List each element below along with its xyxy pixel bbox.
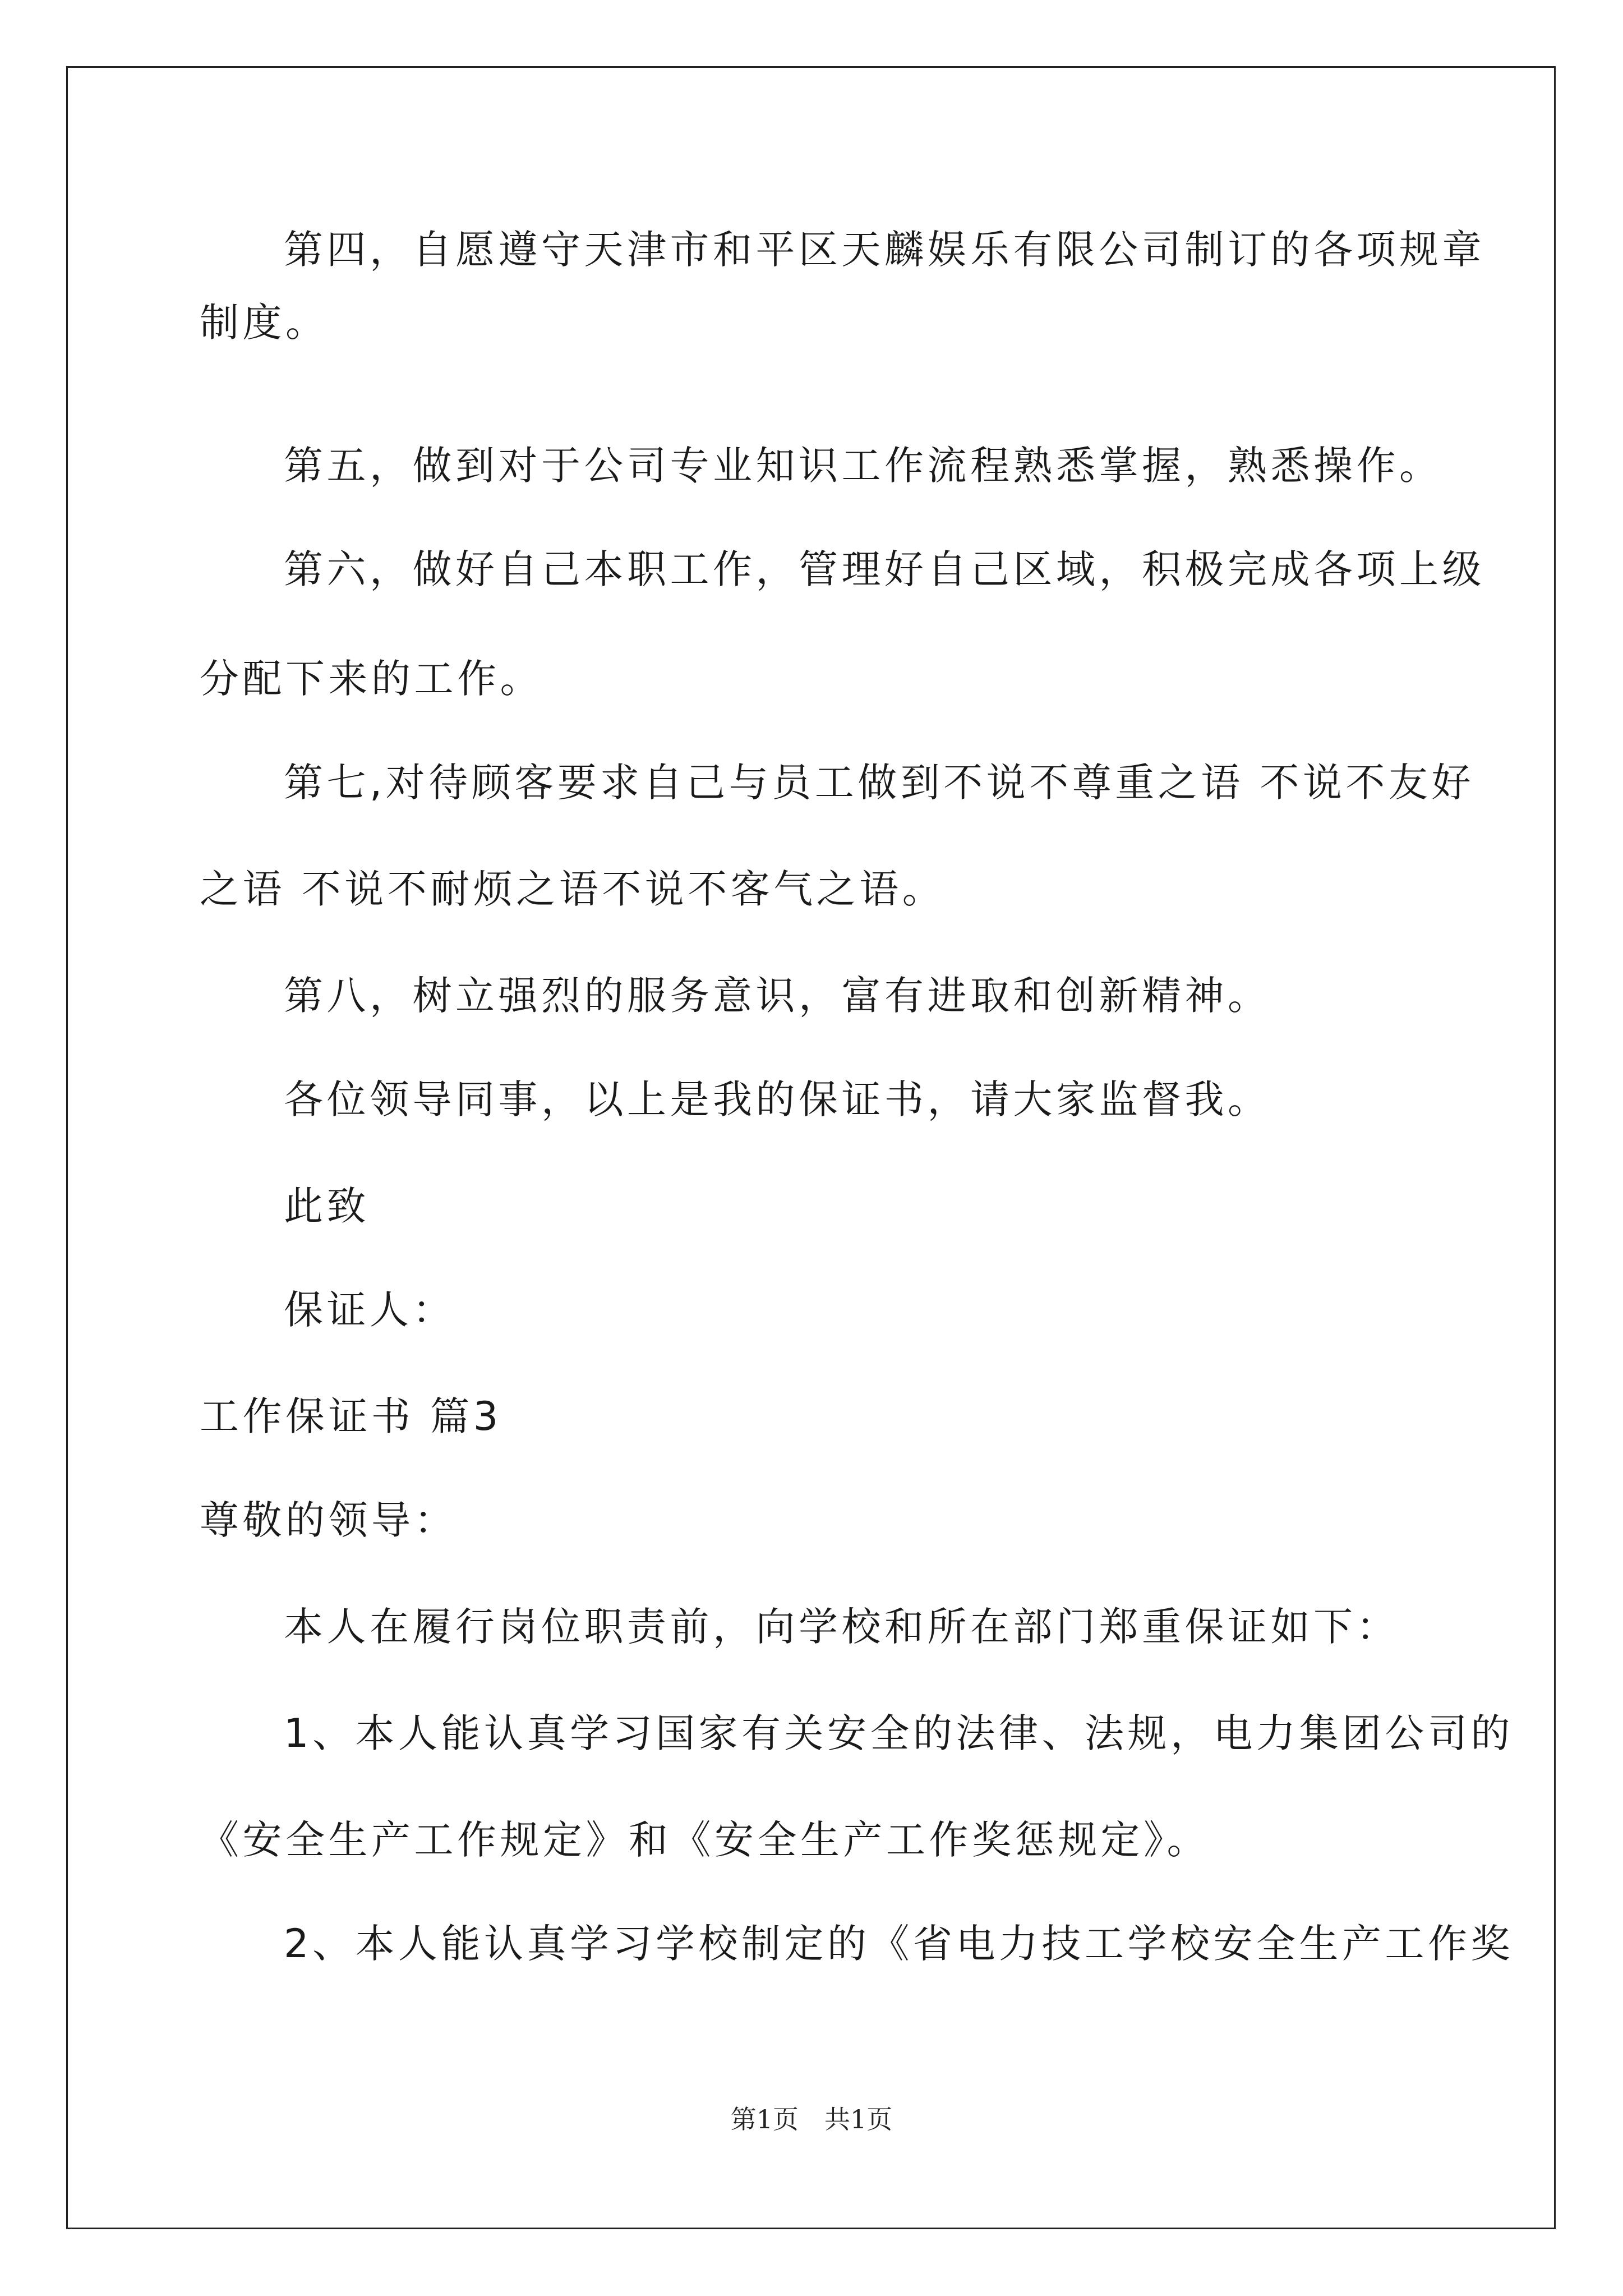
paragraph-line: 分配下来的工作。 [200,656,543,702]
paragraph-line: 2、本人能认真学习学校制定的《省电力技工学校安全生产工作奖 [284,1921,1514,1967]
paragraph-line: 制度。 [200,300,329,346]
paragraph-line: 第六，做好自己本职工作，管理好自己区域，积极完成各项上级 [284,546,1485,592]
closing-salutation: 此致 [284,1183,370,1229]
paragraph-line: 本人在履行岗位职责前，向学校和所在部门郑重保证如下： [284,1604,1399,1650]
paragraph-line: 1、本人能认真学习国家有关安全的法律、法规，电力集团公司的 [284,1710,1514,1756]
guarantor-label: 保证人： [284,1287,455,1333]
section-heading: 工作保证书 篇3 [200,1393,502,1439]
page-border [66,66,1556,2229]
paragraph-line: 《安全生产工作规定》和《安全生产工作奖惩规定》。 [200,1817,1210,1863]
paragraph-line: 各位领导同事，以上是我的保证书，请大家监督我。 [284,1076,1271,1122]
paragraph-line: 第四，自愿遵守天津市和平区天麟娱乐有限公司制订的各项规章 [284,227,1485,273]
paragraph-line: 第八，树立强烈的服务意识，富有进取和创新精神。 [284,973,1271,1019]
paragraph-line: 之语 不说不耐烦之语不说不客气之语。 [200,866,946,912]
paragraph-line: 第五，做到对于公司专业知识工作流程熟悉掌握，熟悉操作。 [284,443,1442,489]
paragraph-line: 第七,对待顾客要求自己与员工做到不说不尊重之语 不说不友好 [284,760,1475,806]
greeting: 尊敬的领导： [200,1497,457,1543]
page-number-footer: 第1页 共1页 [730,2104,893,2134]
